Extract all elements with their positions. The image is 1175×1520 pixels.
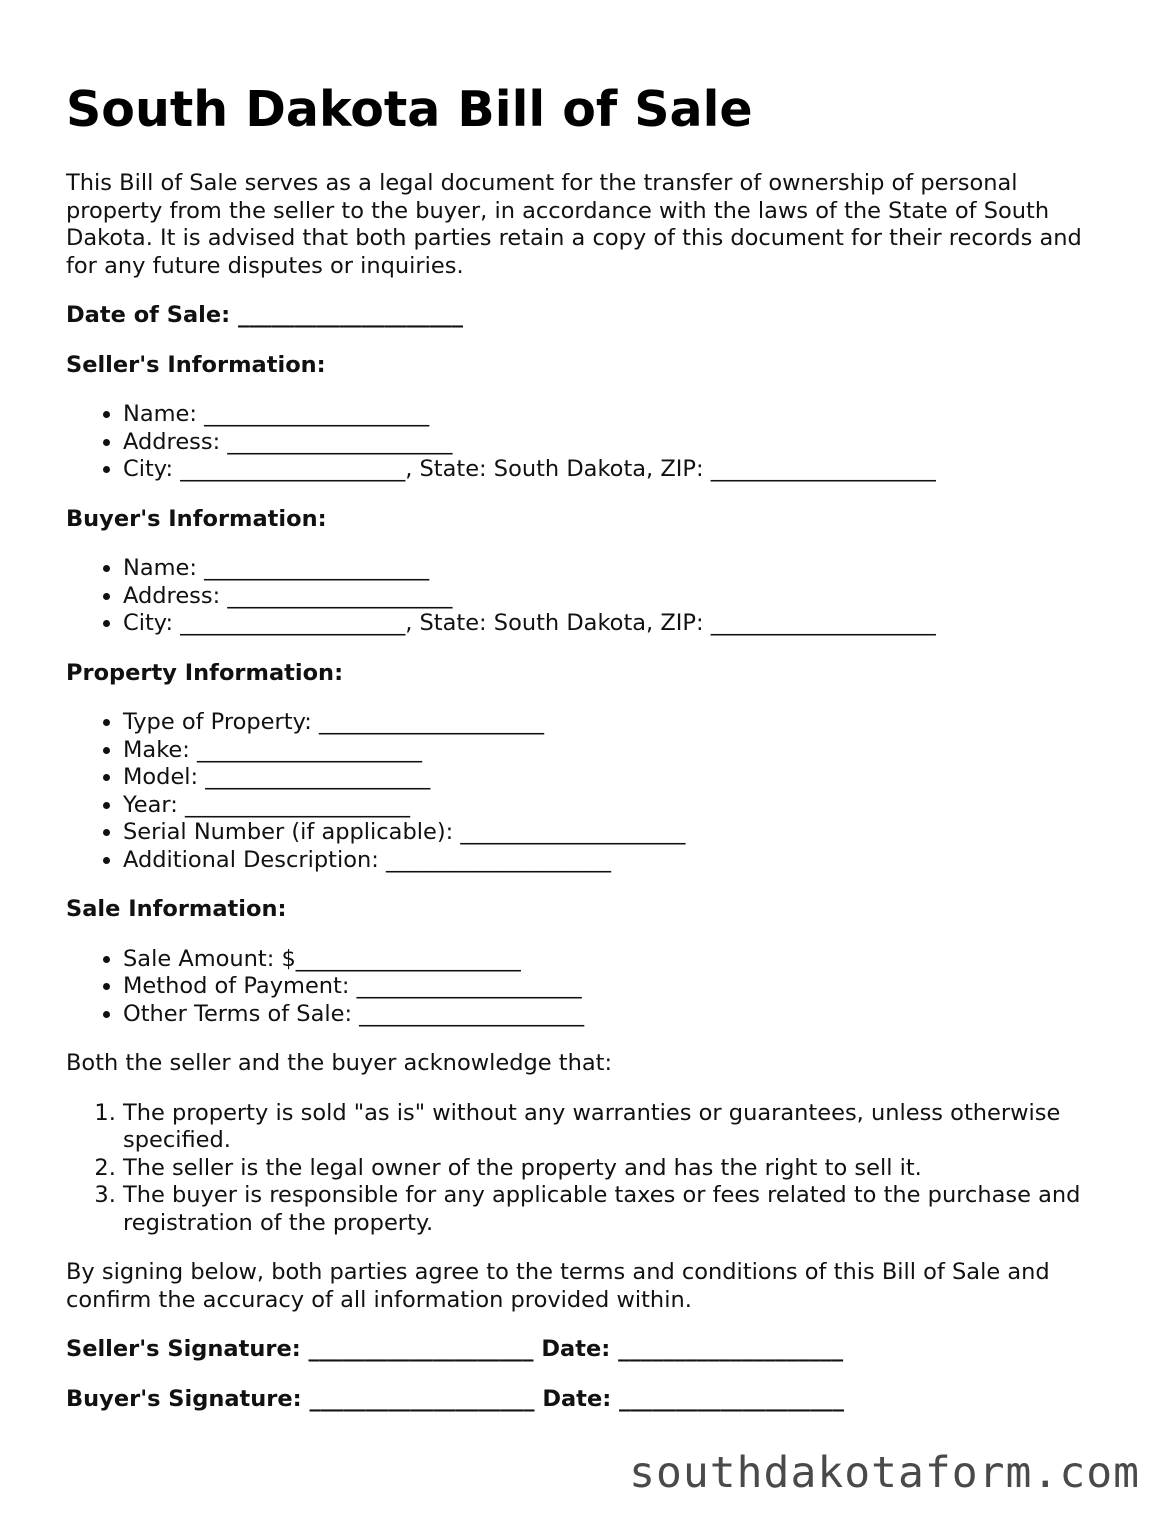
- acknowledgement-item: 3. The buyer is responsible for any applicable taxes or fees related to the purchase and registration of the property.: [123, 1182, 1116, 1237]
- property-heading: Property Information:: [66, 659, 344, 686]
- other-terms-item: • Other Terms of Sale: ____________________: [123, 1001, 1116, 1029]
- property-list: [66, 709, 1116, 874]
- acknowledgement-list: [66, 1100, 1116, 1238]
- property-description-item: • Additional Description: ____________________: [123, 847, 1116, 875]
- seller-list: [66, 401, 1116, 484]
- agreement-paragraph: By signing below, both parties agree to the terms and conditions of this Bill of Sale and confirm the accuracy of all information provided within.: [66, 1259, 1050, 1313]
- seller-address-item: • Address: ____________________: [123, 429, 1116, 457]
- property-year-item: • Year: ____________________: [123, 792, 1116, 820]
- acknowledgement-item: 1. The property is sold "as is" without any warranties or guarantees, unless otherwise specified.: [123, 1100, 1116, 1155]
- buyer-heading: Buyer's Information:: [66, 505, 327, 532]
- property-model-item: • Model: ____________________: [123, 764, 1116, 792]
- buyer-list: [66, 555, 1116, 638]
- seller-heading: Seller's Information:: [66, 351, 326, 378]
- sale-amount-item: • Sale Amount: $____________________: [123, 946, 1116, 974]
- sale-list: [66, 946, 1116, 1029]
- buyer-address-item: • Address: ____________________: [123, 583, 1116, 611]
- property-make-item: • Make: ____________________: [123, 737, 1116, 765]
- buyer-city-item: • City: ____________________, State: South Dakota, ZIP: ____________________: [123, 610, 1116, 638]
- payment-method-item: • Method of Payment: ____________________: [123, 973, 1116, 1001]
- seller-city-item: • City: ____________________, State: South Dakota, ZIP: ____________________: [123, 456, 1116, 484]
- watermark: southdakotaform.com: [629, 1448, 1140, 1498]
- seller-signature-line: Seller's Signature: ____________________ Date: ____________________: [66, 1336, 844, 1362]
- acknowledgement-item: 2. The seller is the legal owner of the property and has the right to sell it.: [123, 1155, 1116, 1183]
- property-type-item: • Type of Property: ____________________: [123, 709, 1116, 737]
- date-of-sale-line: Date of Sale: ____________________: [66, 302, 463, 328]
- page-title: South Dakota Bill of Sale: [66, 81, 753, 138]
- intro-paragraph: This Bill of Sale serves as a legal document for the transfer of ownership of personal property from the seller to the buyer, in accordance with the laws of the State of South Dakota. It is advised that both parties retain a copy of this document for their records and for any future disputes or inquiries.: [66, 170, 1082, 279]
- document-page: [66, 78, 1116, 1413]
- seller-name-item: • Name: ____________________: [123, 401, 1116, 429]
- sale-heading: Sale Information:: [66, 896, 287, 922]
- buyer-signature-line: Buyer's Signature: ____________________ Date: ____________________: [66, 1385, 845, 1412]
- acknowledge-intro: Both the seller and the buyer acknowledge that:: [66, 1050, 613, 1076]
- buyer-name-item: • Name: ____________________: [123, 555, 1116, 583]
- property-serial-item: • Serial Number (if applicable): ____________________: [123, 819, 1116, 847]
